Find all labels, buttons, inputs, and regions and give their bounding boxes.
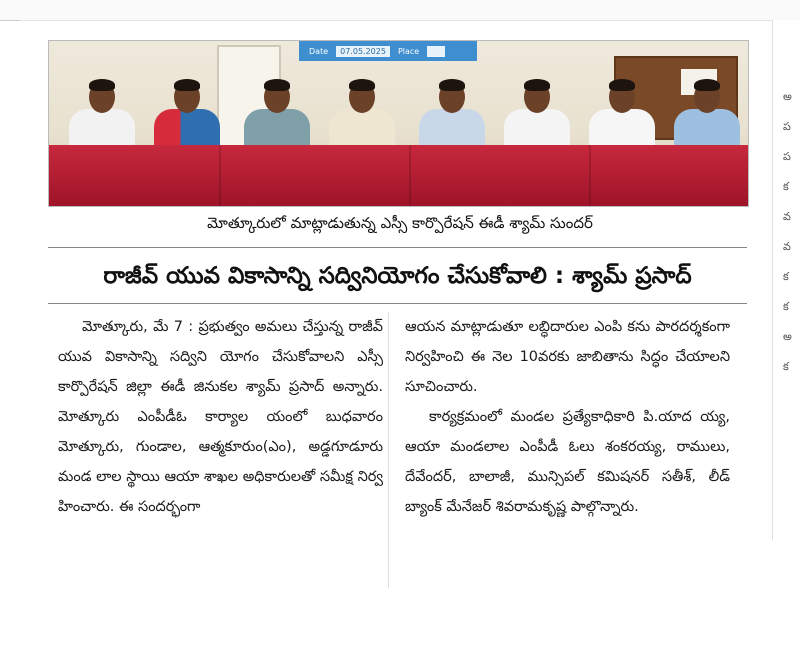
adjacent-column-glyph: క: [783, 270, 789, 283]
adjacent-column-glyph: వ: [783, 240, 791, 253]
headline-rule-top: [48, 247, 747, 248]
banner-place-value: [427, 46, 445, 57]
headline-rule-bottom: [48, 303, 747, 304]
adjacent-column-glyph: క: [783, 360, 789, 373]
article-column-1: [58, 312, 383, 522]
news-photo: [48, 40, 749, 207]
article-paragraph: కార్యక్రమంలో మండల ప్రత్యేకాధికారి పి.యాద య్య, ఆయా మండలాల ఎంపీడీ ఓలు శంకరయ్య, రాములు, దేవేందర్, బాలాజీ, మున్సిపల్ కమిషనర్ సతీశ్, లీడ్ బ్యాంక్ మేనేజర్ శివరామకృష్ణ పాల్గొన్నారు.: [405, 409, 730, 515]
adjacent-column-glyph: ప: [783, 150, 791, 163]
adjacent-column-glyph: క: [783, 300, 789, 313]
photo-banner: [299, 41, 477, 61]
adjacent-column-glyph: అ: [783, 330, 792, 343]
previous-page-strip: [0, 0, 800, 21]
article-column-2: [405, 312, 730, 522]
banner-date-value: 07.05.2025: [336, 46, 390, 57]
column-divider: [388, 312, 389, 588]
adjacent-column-glyph: ప: [783, 120, 791, 133]
photo-table: [49, 145, 748, 206]
article-headline: రాజీవ్ యువ వికాసాన్ని సద్వినియోగం చేసుకోవాలి : శ్యామ్ ప్రసాద్: [103, 263, 692, 289]
photo-caption: మోత్కూరులో మాట్లాడుతున్న ఎస్సీ కార్పొరేషన్ ఈడీ శ్యామ్ సుందర్: [207, 214, 593, 232]
adjacent-column-glyph: అ: [783, 90, 792, 103]
article-paragraph: ఆయన మాట్లాడుతూ లబ్ధిదారుల ఎంపి కను పారదర్శకంగా నిర్వహించి ఈ నెల 10వరకు జాబితాను సిద్ధం చేయాలని సూచించారు.: [405, 319, 730, 395]
adjacent-column-glyph: వ: [783, 210, 791, 223]
banner-place-label: Place: [397, 46, 420, 56]
banner-date-label: Date: [309, 46, 329, 56]
column-rule: [0, 0, 20, 21]
adjacent-column-glyph: క: [783, 180, 789, 193]
article-paragraph: మోత్కూరు, మే 7 : ప్రభుత్వం అమలు చేస్తున్న రాజీవ్ యువ వికాసాన్ని సద్విని యోగం చేసుకోవాలని ఎస్సీ కార్పొరేషన్ జిల్లా ఈడీ జినుకల శ్యామ్ ప్రసాద్ అన్నారు. మోత్కూరు ఎంపీడీఓ కార్యాల యంలో బుధవారం మోత్కూరు, గుండాల, ఆత్మకూరుం(ఎం), అడ్డగూడూరు మండ లాల స్థాయి ఆయా శాఖల అధికారులతో సమీక్ష నిర్వహించారు. ఈ సందర్భంగా: [58, 319, 383, 515]
adjacent-article-column: [772, 20, 800, 540]
